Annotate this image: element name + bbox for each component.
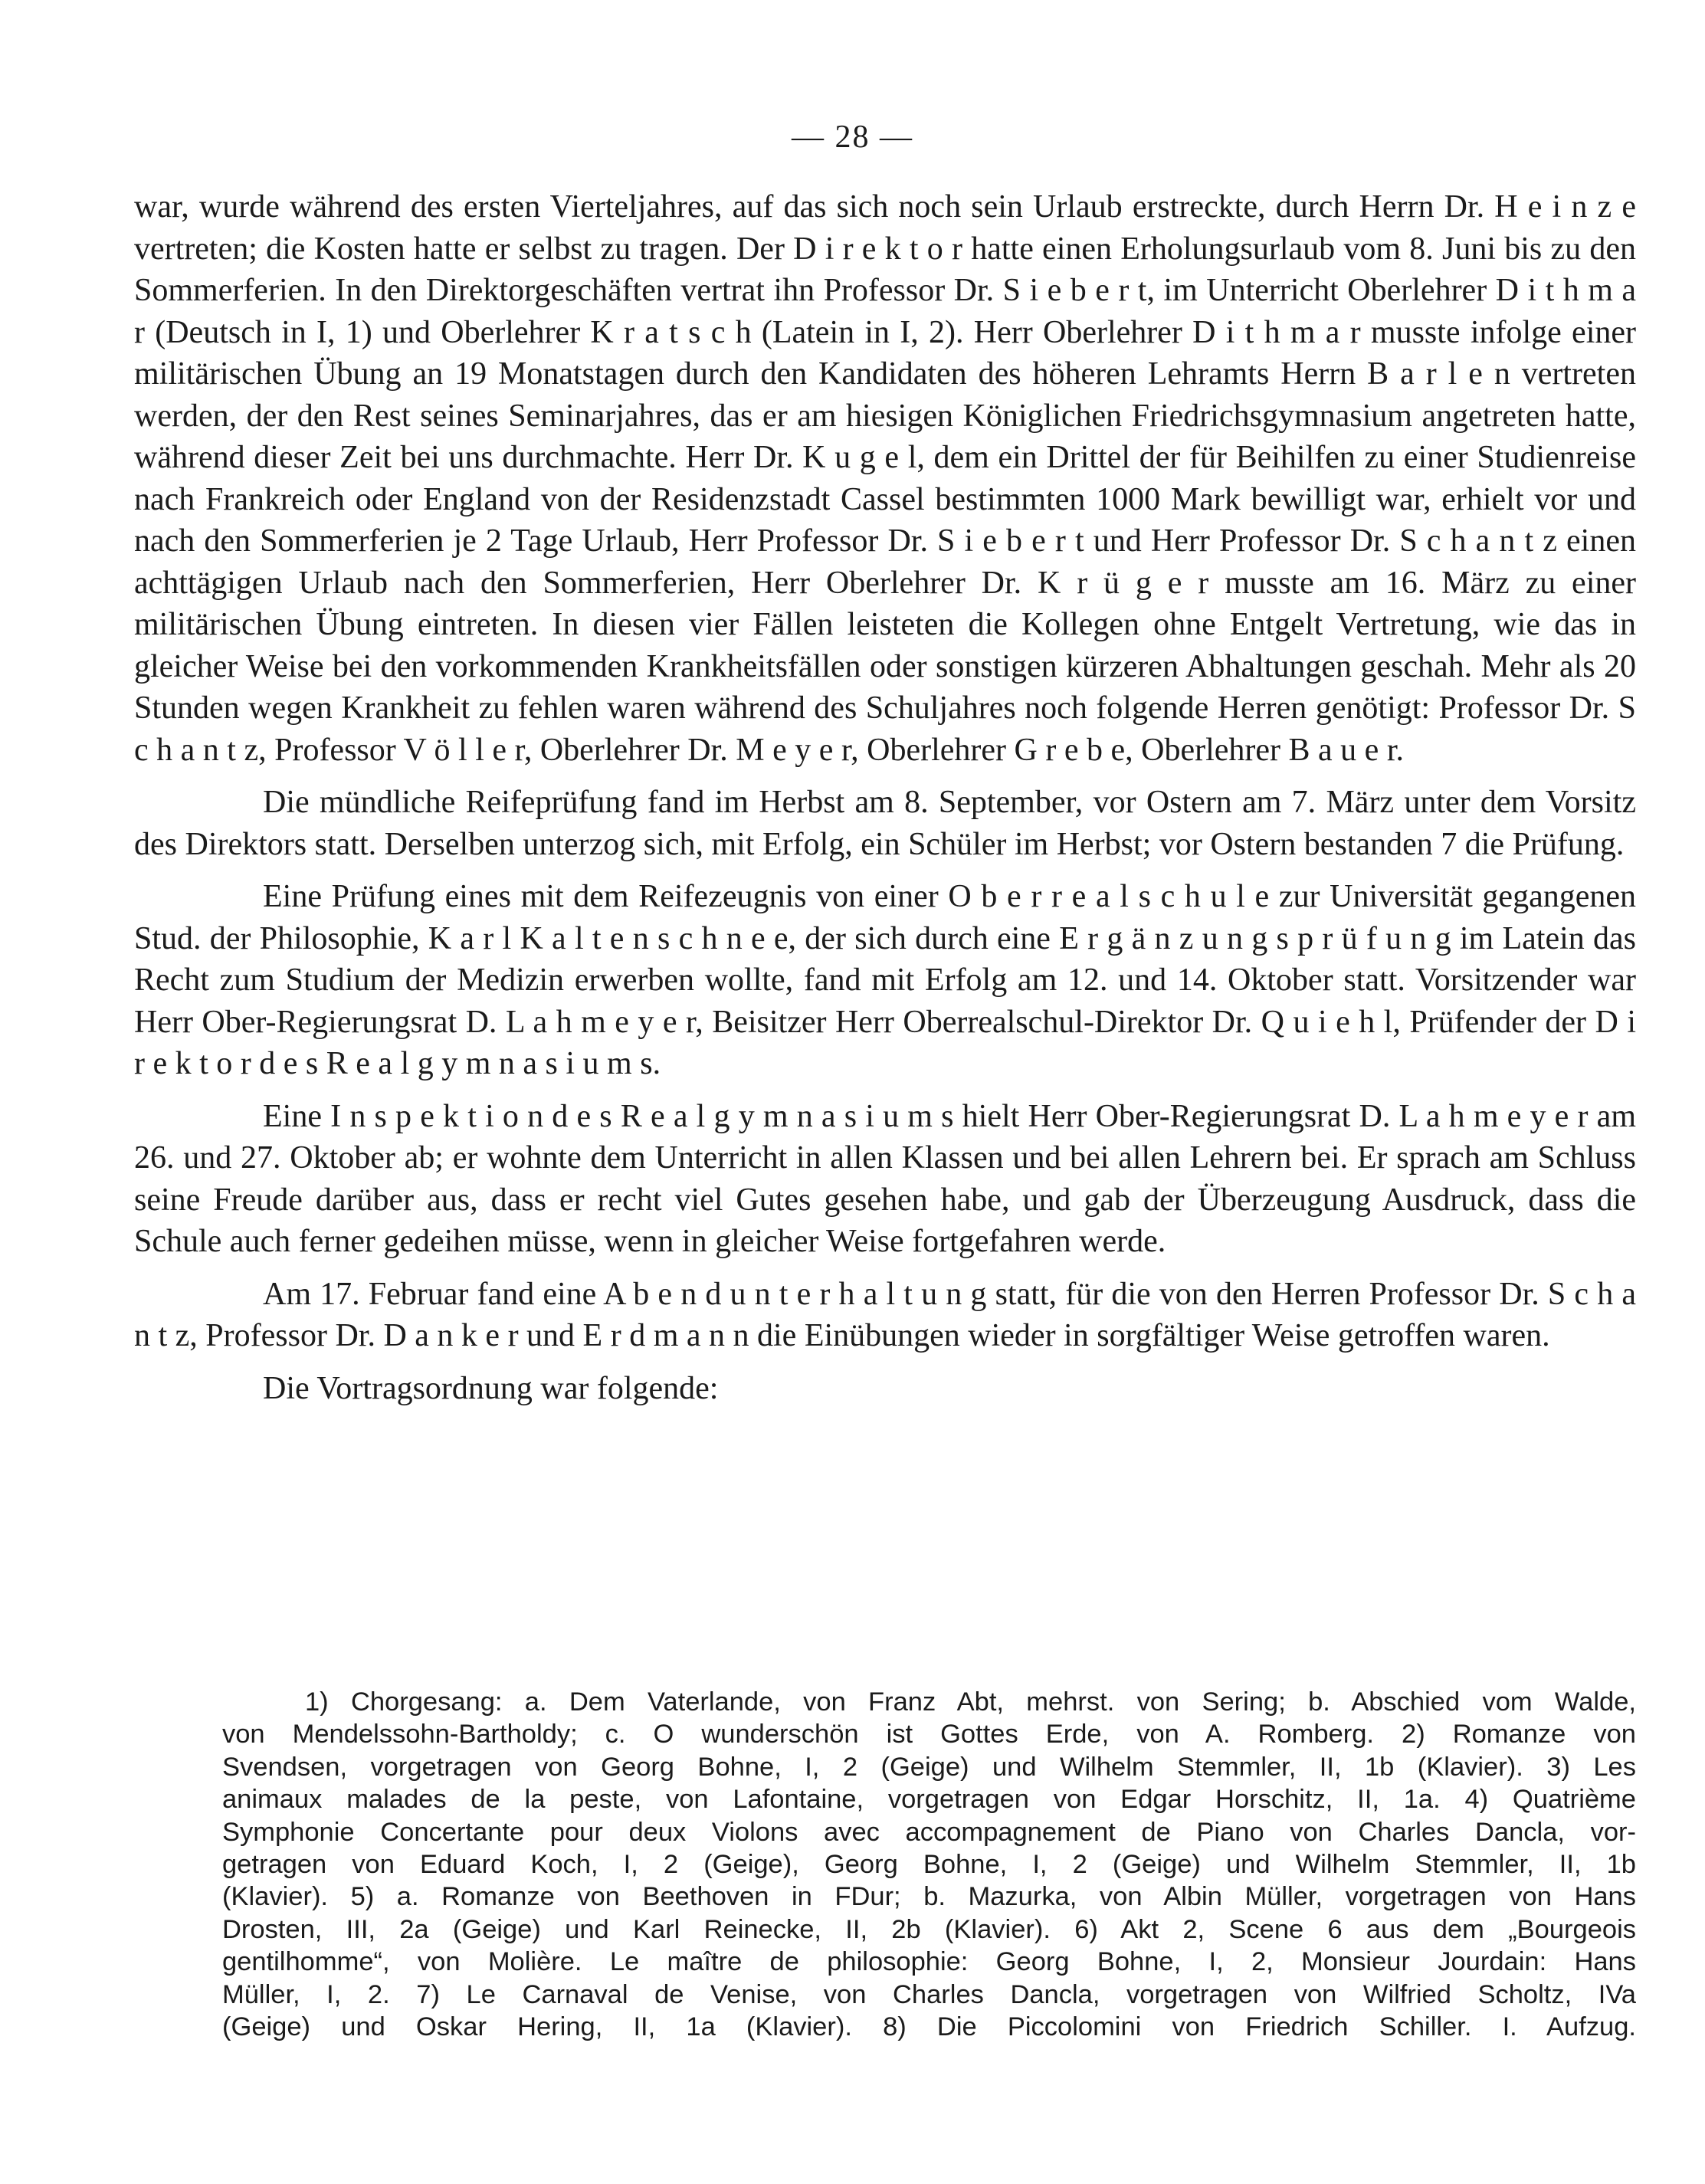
page-number: — 28 —	[792, 120, 913, 155]
paragraph-staff-absences: war, wurde während des ersten Vierteljahres, auf das sich noch sein Urlaub erstreckte, durch Herrn Dr. H e i n z e vertreten; die Kosten hatte er selbst zu tragen. Der D i r e k t o r hatte einen Erholungsurlaub vom 8. Juni bis zu den Sommerferien. In den Direktorgeschäften vertrat ihn Professor Dr. S i e b e r t, im Unterricht Oberlehrer D i t h m a r (Deutsch in I, 1) und Oberlehrer K r a t s c h (Latein in I, 2). Herr Oberlehrer D i t h m a r musste infolge einer militärischen Übung an 19 Monatstagen durch den Kandidaten des höheren Lehramts Herrn B a r l e n vertreten werden, der den Rest seines Seminarjahres, das er am hiesigen Königlichen Friedrichsgymnasium angetreten hatte, während dieser Zeit bei uns durchmachte. Herr Dr. K u g e l, dem ein Drittel der für Beihilfen zu einer Studienreise nach Frankreich oder England von der Residenzstadt Cassel bestimmten 1000 Mark bewilligt war, erhielt vor und nach den Sommerferien je 2 Tage Urlaub, Herr Professor Dr. S i e b e r t und Herr Professor Dr. S c h a n t z einen achttägigen Urlaub nach den Sommerferien, Herr Oberlehrer Dr. K r ü g e r musste am 16. März zu einer militärischen Übung eintreten. In diesen vier Fällen leisteten die Kollegen ohne Entgelt Vertretung, wie das in gleicher Weise bei den vorkommenden Krankheitsfällen oder sonstigen kürzeren Abhaltungen geschah. Mehr als 20 Stunden wegen Krankheit zu fehlen waren während des Schuljahres noch folgende Herren genötigt: Professor Dr. S c h a n t z, Professor V ö l l e r, Oberlehrer Dr. M e y e r, Oberlehrer G r e b e, Oberlehrer B a u e r.	[134, 189, 1636, 768]
program-line: Müller, I, 2. 7) Le Carnaval de Venise, von Charles Dancla, vorgetragen von Wilfried Scholtz, IVa	[222, 1979, 1636, 2009]
program-line: (Klavier). 5) a. Romanze von Beethoven in FDur; b. Mazurka, von Albin Müller, vorgetragen von Hans	[222, 1882, 1636, 1912]
paragraph-evening-entertainment: Am 17. Februar fand eine A b e n d u n t e r h a l t u n g statt, für die von den Herren Professor Dr. S c h a n t z, Professor Dr. D a n k e r und E r d m a n n die Einübungen wieder in sorgfältiger Weise getroffen waren.	[134, 1276, 1636, 1353]
paragraph-final-exam: Die mündliche Reifeprüfung fand im Herbst am 8. September, vor Ostern am 7. März unter dem Vorsitz des Direktors statt. Derselben unterzog sich, mit Erfolg, ein Schüler im Herbst; vor Ostern bestanden 7 die Prüfung.	[134, 785, 1636, 862]
program-list	[222, 1686, 1636, 2043]
paragraph-supplementary-exam: Eine Prüfung eines mit dem Reifezeugnis von einer O b e r r e a l s c h u l e zur Universität gegangenen Stud. der Philosophie, K a r l K a l t e n s c h n e e, der sich durch eine E r g ä n z u n g s p r ü f u n g im Latein das Recht zum Studium der Medizin erwerben wollte, fand mit Erfolg am 12. und 14. Oktober statt. Vorsitzender war Herr Ober-Regierungsrat D. L a h m e y e r, Beisitzer Herr Oberrealschul-Direktor Dr. Q u i e h l, Prüfender der D i r e k t o r d e s R e a l g y m n a s i u m s.	[134, 879, 1636, 1081]
program-line: 1) Chorgesang: a. Dem Vaterlande, von Franz Abt, mehrst. von Sering; b. Abschied vom Walde,	[305, 1687, 1636, 1717]
program-line: von Mendelssohn-Bartholdy; c. O wunderschön ist Gottes Erde, von A. Romberg. 2) Romanze von	[222, 1720, 1636, 1749]
program-line: Svendsen, vorgetragen von Georg Bohne, I, 2 (Geige) und Wilhelm Stemmler, II, 1b (Klavier). 3) Les	[222, 1752, 1636, 1782]
paragraph-program-intro: Die Vortragsordnung war folgende:	[263, 1370, 719, 1406]
program-line: getragen von Eduard Koch, I, 2 (Geige), Georg Bohne, I, 2 (Geige) und Wilhelm Stemmler, II, 1b	[222, 1850, 1636, 1880]
program-line: animaux malades de la peste, von Lafontaine, vorgetragen von Edgar Horschitz, II, 1a. 4) Quatrième	[222, 1785, 1636, 1815]
body-text	[134, 186, 1636, 1409]
paragraph-inspection: Eine I n s p e k t i o n d e s R e a l g y m n a s i u m s hielt Herr Ober-Regierungsrat D. L a h m e y e r am 26. und 27. Oktober ab; er wohnte dem Unterricht in allen Klassen und bei allen Lehrern bei. Er sprach am Schluss seine Freude darüber aus, dass er recht viel Gutes gesehen habe, und gab der Überzeugung Ausdruck, dass die Schule auch ferner gedeihen müsse, wenn in gleicher Weise fortgefahren werde.	[134, 1098, 1636, 1259]
program-line: Drosten, III, 2a (Geige) und Karl Reinecke, II, 2b (Klavier). 6) Akt 2, Scene 6 aus dem „Bourgeois	[222, 1914, 1636, 1944]
program-line: gentilhomme“, von Molière. Le maître de philosophie: Georg Bohne, I, 2, Monsieur Jourdain: Hans	[222, 1947, 1636, 1977]
program-line: (Geige) und Oskar Hering, II, 1a (Klavier). 8) Die Piccolomini von Friedrich Schiller. I. Aufzug.	[222, 2012, 1636, 2042]
program-line: Symphonie Concertante pour deux Violons avec accompagnement de Piano von Charles Dancla, vor-	[222, 1817, 1636, 1847]
